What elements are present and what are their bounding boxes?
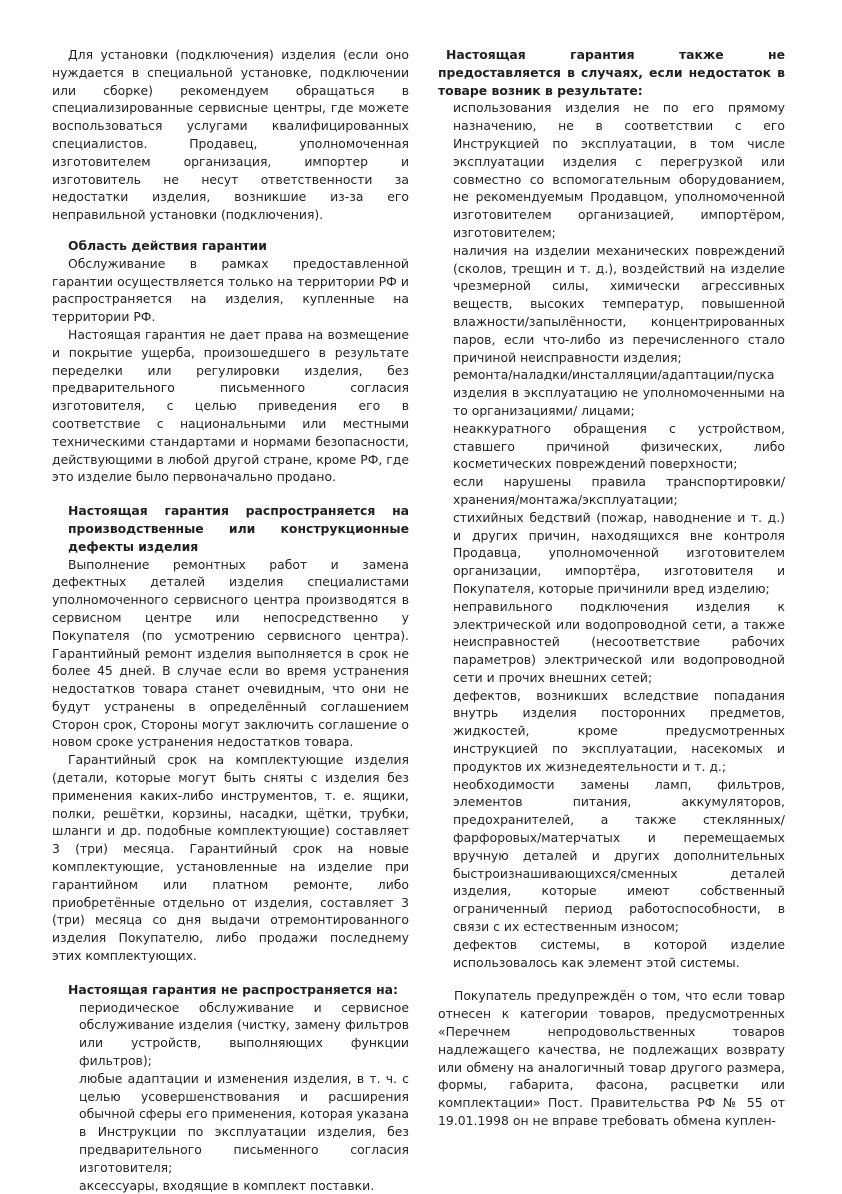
case-item: использования изделия не по его прямому назначению, не в соответствии с его Инструкцией по эксплуатации, в том числе эксплуатации изделия с перегрузкой или совместно со вспомогательным оборудованием, не рекомендуемым Продавцом, уполномоченной изготовителем организацией, импортёром, изготовителем; — [453, 100, 785, 240]
case-item: стихийных бедствий (пожар, наводнение и т. д.) и других причин, находящихся вне контроля Продавца, уполномоченной изготовителем организации, импортёра, изготовителя и Покупателя, которые причинили вред изделию; — [453, 509, 785, 596]
exclusion-item: аксессуары, входящие в комплект поставки. — [79, 1177, 375, 1193]
repair-paragraph: Выполнение ремонтных работ и замена дефектных деталей изделия специалистами уполномоченного сервисного центра производятся в сервисном центре или непосредственно у Покупателя (по усмотрению сервисного центра). Гарантийный ремонт изделия выполняется в срок не более 45 дней. В случае если во время устранения недостатков товара станет очевидным, что они не будут устранены в определённый соглашением Сторон срок, Стороны могут заключить соглашение о новом сроке устранения недостатков товара. — [52, 556, 409, 750]
case-item: наличия на изделии механических повреждений (сколов, трещин и т. д.), воздействий на изделие чрезмерной силы, химически агрессивных веществ, высоких температур, повышенной влажности/запылённости, концентрированных паров, если что-либо из перечисленного стало причиной неисправности изделия; — [453, 242, 785, 365]
buyer-warning-paragraph: Покупатель предупреждён о том, что если товар отнесен к категории товаров, предусмотренных «Перечнем непродовольственных товаров надлежащего качества, не подлежащих возврату или обмену на аналогичный товар другого размера, формы, габарита, фасона, расцветки или комплектации» Пост. Правительства РФ № 55 от 19.01.1998 он не вправе требовать обмена куплен- — [438, 988, 785, 1129]
scope-heading: Область действия гарантии — [68, 237, 267, 253]
components-paragraph: Гарантийный срок на комплектующие изделия (детали, которые могут быть сняты с изделия без применения каких-либо инструментов, т. е. ящики, полки, решётки, корзины, насадки, щётки, трубки, шланги и др. подобные комплектующие) составляет 3 (три) месяца. Гарантийный срок на новые комплектующие, установленные на изделие при гарантийном или платном ремонте, либо приобретённые отдельно от изделия, составляет 3 (три) месяца со дня выдачи отремонтированного изделия Покупателю, либо продажи последнему этих комплектующих. — [52, 752, 409, 964]
case-item: дефектов системы, в которой изделие использовалось как элемент этой системы. — [453, 936, 785, 970]
scope-paragraph: Обслуживание в рамках предоставленной гарантии осуществляется только на территории РФ и распространяется на изделия, купленные на территории РФ. — [52, 255, 409, 325]
case-item: ремонта/наладки/инсталляции/адаптации/пуска изделия в эксплуатацию не уполномоченными на то организациями/ лицами; — [453, 367, 785, 418]
not-provided-heading: Настоящая гарантия также не предоставляется в случаях, если недостаток в товаре возник в результате: — [438, 47, 785, 98]
exclusion-item: периодическое обслуживание и сервисное обслуживание изделия (чистку, замену фильтров или устройств, выполняющих функции фильтров); — [79, 999, 409, 1069]
no-compensation-paragraph: Настоящая гарантия не дает права на возмещение и покрытие ущерба, произошедшего в результате переделки или регулировки изделия, без предварительного письменного согласия изготовителя, с целью приведения его в соответствие с национальными или местными техническими стандартами и нормами безопасности, действующими в любой другой стране, кроме РФ, где это изделие было первоначально продано. — [52, 326, 409, 485]
case-item: неправильного подключения изделия к электрической или водопроводной сети, а также неисправностей (несоответствие рабочих параметров) электрической или водопроводной сети и прочих внешних сетей; — [453, 598, 785, 685]
case-item: если нарушены правила транспортировки/хранения/монтажа/эксплуатации; — [453, 474, 785, 507]
case-item: дефектов, возникших вследствие попадания внутрь изделия посторонних предметов, жидкостей, кроме предусмотренных инструкцией по эксплуатации, насекомых и продуктов их жизнедеятельности и т. д.; — [453, 687, 785, 774]
exclusions-heading: Настоящая гарантия не распространяется на: — [68, 981, 398, 997]
left-column — [52, 46, 409, 1194]
exclusion-item: любые адаптации и изменения изделия, в т. ч. с целью усовершенствования и расширения обычной сферы его применения, которая указана в Инструкции по эксплуатации изделия, без предварительного письменного согласия изготовителя; — [79, 1070, 409, 1175]
defects-heading: Настоящая гарантия распространяется на производственные или конструкционные дефекты изделия — [68, 503, 409, 554]
case-item: неаккуратного обращения с устройством, ставшего причиной физических, либо косметических повреждений поверхности; — [453, 420, 785, 472]
case-item: необходимости замены ламп, фильтров, элементов питания, аккумуляторов, предохранителей, а также стеклянных/фарфоровых/матерчатых и перемещаемых вручную деталей и других дополнительных быстроизнашивающихся/сменных деталей изделия, которые имеют собственный ограниченный период работоспособности, в связи с их естественным износом; — [453, 776, 785, 935]
installation-paragraph: Для установки (подключения) изделия (если оно нуждается в специальной установке, подключении или сборке) рекомендуем обращаться в специализированные сервисные центры, где можете воспользоваться услугами квалифицированных специалистов. Продавец, уполномоченная изготовителем организация, импортер и изготовитель не несут ответственности за недостатки изделия, возникшие из-за его неправильной установки (подключения). — [52, 47, 409, 223]
right-column — [438, 46, 785, 1130]
